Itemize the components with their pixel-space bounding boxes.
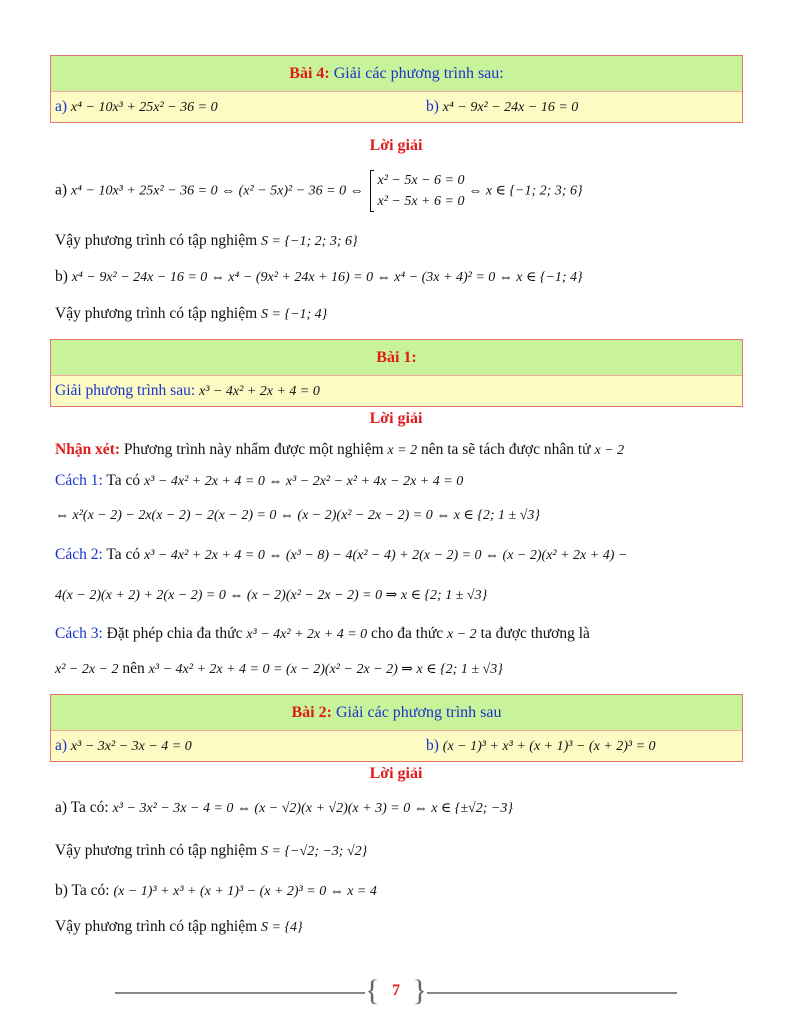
method-3-text-2: cho đa thức — [371, 625, 444, 642]
method-3-quotient: x² − 2x − 2 — [55, 662, 119, 677]
remark-factor: x − 2 — [594, 443, 625, 458]
conclusion-4b — [55, 305, 327, 323]
method-2-text: Ta có — [102, 546, 141, 563]
solution-set: S = {−1; 4} — [261, 307, 328, 322]
method-3-text-3: ta được thương là — [480, 625, 590, 642]
exercise-label: Bài 1: — [376, 349, 417, 366]
solution-4a-result: ⇔ x ∈ {−1; 2; 3; 6} — [468, 183, 583, 199]
exercise-heading-text: Giải các phương trình sau: — [329, 65, 504, 82]
part-b-equation: x⁴ − 9x² − 24x − 16 = 0 — [442, 100, 579, 115]
method-3-equation: x³ − 4x² + 2x + 4 = 0 — [246, 627, 368, 642]
conclusion-2a — [55, 842, 367, 860]
method-3-equation-2: x³ − 4x² + 2x + 4 = 0 = (x − 2)(x² − 2x − 2) ⇒ x ∈ {2; 1 ± √3} — [148, 662, 503, 677]
page-number-block — [365, 975, 427, 1007]
solution-2b — [55, 882, 377, 900]
solution-title: Lời giải — [369, 765, 423, 782]
part-b-equation: (x − 1)³ + x³ + (x + 1)³ − (x + 2)³ = 0 — [442, 739, 656, 754]
method-1-label: Cách 1: — [55, 472, 103, 489]
system-eq-2: x² − 5x + 6 = 0 — [377, 194, 465, 209]
exercise-body — [51, 376, 742, 406]
solution-title: Lời giải — [369, 410, 423, 427]
exercise-box-bai1 — [50, 339, 743, 407]
conclusion-text: Vậy phương trình có tập nghiệm — [55, 232, 258, 249]
conclusion-text: Vậy phương trình có tập nghiệm — [55, 305, 258, 322]
exercise-body-text: Giải phương trình sau: — [55, 382, 196, 399]
solution-set: S = {4} — [261, 920, 303, 935]
part-b-label: b) — [426, 737, 439, 754]
solution-set: S = {−1; 2; 3; 6} — [261, 234, 358, 249]
footer-rule-left — [115, 992, 365, 994]
method-1 — [55, 472, 463, 490]
conclusion-text: Vậy phương trình có tập nghiệm — [55, 918, 258, 935]
equation-system — [370, 170, 464, 212]
method-1-line-2 — [55, 506, 540, 524]
exercise-label: Bài 4: — [289, 65, 330, 82]
method-2 — [55, 546, 627, 564]
method-1-text: Ta có — [102, 472, 141, 489]
solution-2b-equation: (x − 1)³ + x³ + (x + 1)³ − (x + 2)³ = 0 ⇔ x = 4 — [113, 884, 377, 899]
method-3-line-2 — [55, 660, 503, 678]
part-a-label: a) — [55, 737, 68, 754]
remark — [55, 441, 624, 459]
method-2-equation: x³ − 4x² + 2x + 4 = 0 ⇔ (x³ − 8) − 4(x² − 4) + 2(x − 2) = 0 ⇔ (x − 2)(x² + 2x + 4) − — [144, 548, 628, 563]
conclusion-4a — [55, 232, 358, 250]
page-number: 7 — [392, 982, 400, 999]
exercise-heading — [51, 56, 742, 92]
exercise-heading — [51, 340, 742, 376]
method-2-line-2 — [55, 586, 487, 604]
part-b — [426, 92, 578, 123]
part-a-equation: x³ − 3x² − 3x − 4 = 0 — [70, 739, 192, 754]
method-3-text: Đặt phép chia đa thức — [102, 625, 243, 642]
left-brace-icon: { — [365, 974, 380, 1007]
exercise-heading — [51, 695, 742, 731]
exercise-label: Bài 2: — [291, 704, 332, 721]
solution-set: S = {−√2; −3; √2} — [261, 844, 368, 859]
part-b-label: b) — [426, 98, 439, 115]
method-3 — [55, 625, 590, 643]
exercise-box-bai2 — [50, 694, 743, 762]
method-3-label: Cách 3: — [55, 625, 103, 642]
footer-rule-right — [427, 992, 677, 994]
method-2-equation-2: 4(x − 2)(x + 2) + 2(x − 2) = 0 ⇔ (x − 2)(x² − 2x − 2) = 0 ⇒ x ∈ {2; 1 ± √3} — [55, 588, 488, 603]
right-brace-icon: } — [412, 974, 427, 1007]
part-a-equation: x⁴ − 10x³ + 25x² − 36 = 0 — [70, 100, 218, 115]
solution-2a-equation: x³ − 3x² − 3x − 4 = 0 ⇔ (x − √2)(x + √2)(x + 3) = 0 ⇔ x ∈ {±√2; −3} — [112, 801, 513, 816]
remark-text: Phương trình này nhẩm được một nghiệm — [120, 441, 384, 458]
exercise-heading-text: Giải các phương trình sau — [331, 704, 502, 721]
system-eq-1: x² − 5x − 6 = 0 — [377, 173, 465, 188]
remark-root: x = 2 — [387, 443, 418, 458]
solution-4b — [55, 268, 583, 286]
conclusion-text: Vậy phương trình có tập nghiệm — [55, 842, 258, 859]
solution-4a-prefix: a) — [55, 181, 68, 199]
exercise-body — [51, 92, 742, 122]
exercise-equation: x³ − 4x² + 2x + 4 = 0 — [199, 384, 320, 399]
conclusion-2b — [55, 918, 303, 936]
part-a-label: a) — [55, 98, 68, 115]
solution-2a — [55, 799, 513, 817]
exercise-body — [51, 731, 742, 761]
method-1-equation-2: ⇔ x²(x − 2) − 2x(x − 2) − 2(x − 2) = 0 ⇔ (x − 2)(x² − 2x − 2) = 0 ⇔ x ∈ {2; 1 ± √3} — [55, 508, 541, 523]
remark-text-2: nên ta sẽ tách được nhân tử — [417, 441, 591, 458]
solution-2b-text: b) Ta có: — [55, 882, 110, 899]
solution-4b-prefix: b) — [55, 268, 68, 285]
solution-4a — [55, 170, 583, 212]
part-b — [426, 731, 656, 762]
method-3-text-4: nên — [118, 660, 149, 677]
solution-4a-equation: x⁴ − 10x³ + 25x² − 36 = 0 ⇔ (x² − 5x)² − 36 = 0 ⇔ — [70, 183, 364, 199]
method-2-label: Cách 2: — [55, 546, 103, 563]
solution-2a-text: a) Ta có: — [55, 799, 109, 816]
solution-title: Lời giải — [369, 137, 423, 154]
page-footer — [0, 975, 792, 1009]
method-1-equation: x³ − 4x² + 2x + 4 = 0 ⇔ x³ − 2x² − x² + 4x − 2x + 4 = 0 — [144, 474, 464, 489]
remark-label: Nhận xét: — [55, 441, 121, 458]
exercise-box-bai4 — [50, 55, 743, 123]
solution-4b-equation: x⁴ − 9x² − 24x − 16 = 0 ⇔ x⁴ − (9x² + 24x + 16) = 0 ⇔ x⁴ − (3x + 4)² = 0 ⇔ x ∈ {−1; 4} — [71, 270, 583, 285]
method-3-divisor: x − 2 — [447, 627, 477, 642]
